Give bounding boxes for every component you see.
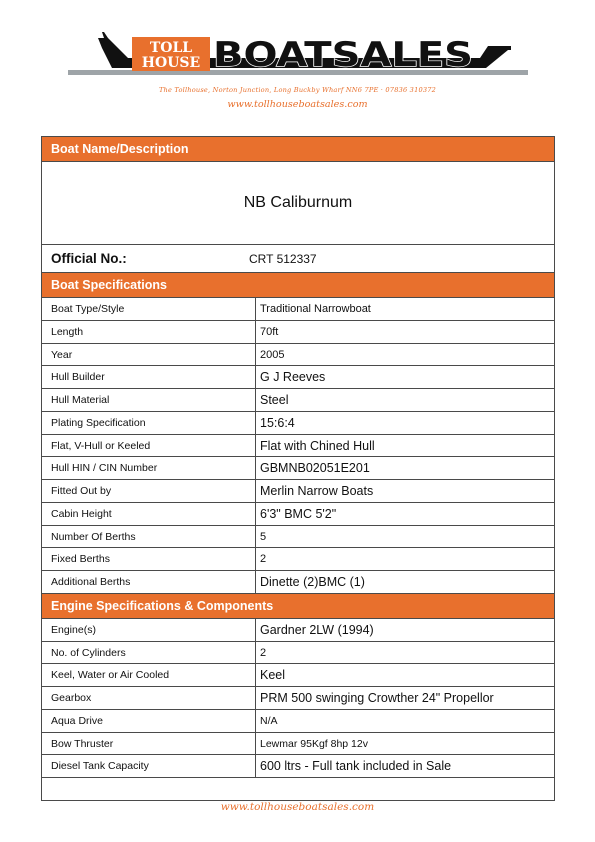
spec-label: Diesel Tank Capacity xyxy=(42,755,256,777)
spec-value: G J Reeves xyxy=(260,370,326,385)
spec-label: Length xyxy=(42,321,256,343)
table-row xyxy=(42,619,554,642)
spec-value: 5 xyxy=(260,530,267,543)
spec-value: PRM 500 swinging Crowther 24" Propellor xyxy=(260,691,494,705)
spec-value: Traditional Narrowboat xyxy=(260,303,371,315)
company-logo xyxy=(68,28,528,80)
logo-wordmark: BOATSALES xyxy=(213,35,473,75)
spec-value: Flat with Chined Hull xyxy=(260,438,375,453)
official-number-label: Official No.: xyxy=(51,251,127,266)
table-row xyxy=(42,344,554,367)
boat-name: NB Caliburnum xyxy=(42,162,554,245)
spec-value: 70ft xyxy=(260,325,279,338)
table-row xyxy=(42,435,554,458)
table-row xyxy=(42,321,554,344)
logo-badge-line2: HOUSE xyxy=(141,55,201,71)
table-row xyxy=(42,571,554,594)
website-link-top[interactable]: www.tollhouseboatsales.com xyxy=(227,99,368,110)
spec-value: 2005 xyxy=(260,348,285,361)
spec-label: Hull HIN / CIN Number xyxy=(42,457,256,479)
spec-value: 600 ltrs - Full tank included in Sale xyxy=(260,759,452,774)
section-header-boat-specifications: Boat Specifications xyxy=(42,273,554,298)
official-number-value: CRT 512337 xyxy=(249,251,317,266)
table-row xyxy=(42,480,554,503)
spec-label: Fitted Out by xyxy=(42,480,256,502)
table-row xyxy=(42,366,554,389)
boat-spec-sheet xyxy=(41,136,555,801)
boat-logo-icon xyxy=(68,28,528,80)
spec-value: 15:6:4 xyxy=(260,415,295,430)
spec-label: Gearbox xyxy=(42,687,256,709)
spec-label: Engine(s) xyxy=(42,619,256,641)
spec-value: Keel xyxy=(260,668,286,683)
spec-label: Keel, Water or Air Cooled xyxy=(42,664,256,686)
table-row xyxy=(42,733,554,756)
spec-value: Merlin Narrow Boats xyxy=(260,484,374,498)
spec-value: Gardner 2LW (1994) xyxy=(260,622,374,637)
spec-value: 2 xyxy=(260,646,267,659)
table-row xyxy=(42,526,554,549)
spec-label: Year xyxy=(42,344,256,366)
table-row xyxy=(42,503,554,526)
engine-spec-rows xyxy=(42,619,554,801)
section-header-boat-name: Boat Name/Description xyxy=(42,137,554,162)
spec-label: Cabin Height xyxy=(42,503,256,525)
website-link-bottom[interactable]: www.tollhouseboatsales.com xyxy=(220,801,375,813)
spec-label: Plating Specification xyxy=(42,412,256,434)
spec-label: Boat Type/Style xyxy=(42,298,256,320)
spec-value: GBMNB02051E201 xyxy=(260,461,370,476)
spec-value: 2 xyxy=(260,553,267,566)
official-number-row xyxy=(42,245,554,273)
boat-spec-rows xyxy=(42,298,554,594)
spec-label: Aqua Drive xyxy=(42,710,256,732)
logo-badge-line1: TOLL xyxy=(149,40,193,56)
spec-label: Number Of Berths xyxy=(42,526,256,548)
company-address: The Tollhouse, Norton Junction, Long Buckby Wharf NN6 7PE · 07836 310372 xyxy=(158,86,437,94)
spec-label: Flat, V-Hull or Keeled xyxy=(42,435,256,457)
table-row xyxy=(42,412,554,435)
table-row xyxy=(42,298,554,321)
table-row-empty xyxy=(42,778,554,801)
spec-value: Lewmar 95Kgf 8hp 12v xyxy=(260,737,368,750)
table-row xyxy=(42,755,554,778)
spec-label: Additional Berths xyxy=(42,571,256,593)
section-header-engine-specifications: Engine Specifications & Components xyxy=(42,594,554,619)
table-row xyxy=(42,710,554,733)
spec-label: Hull Builder xyxy=(42,366,256,388)
table-row xyxy=(42,389,554,412)
table-row xyxy=(42,457,554,480)
spec-value: Dinette (2)BMC (1) xyxy=(260,575,365,589)
table-row xyxy=(42,548,554,571)
spec-label: Fixed Berths xyxy=(42,548,256,570)
spec-value: 6'3" BMC 5'2" xyxy=(260,506,337,521)
table-row xyxy=(42,664,554,687)
spec-label: No. of Cylinders xyxy=(42,642,256,664)
table-row xyxy=(42,687,554,710)
spec-value: Steel xyxy=(260,393,289,407)
spec-label: Bow Thruster xyxy=(42,733,256,755)
spec-label: Hull Material xyxy=(42,389,256,411)
table-row xyxy=(42,642,554,665)
spec-value: N/A xyxy=(260,714,278,727)
